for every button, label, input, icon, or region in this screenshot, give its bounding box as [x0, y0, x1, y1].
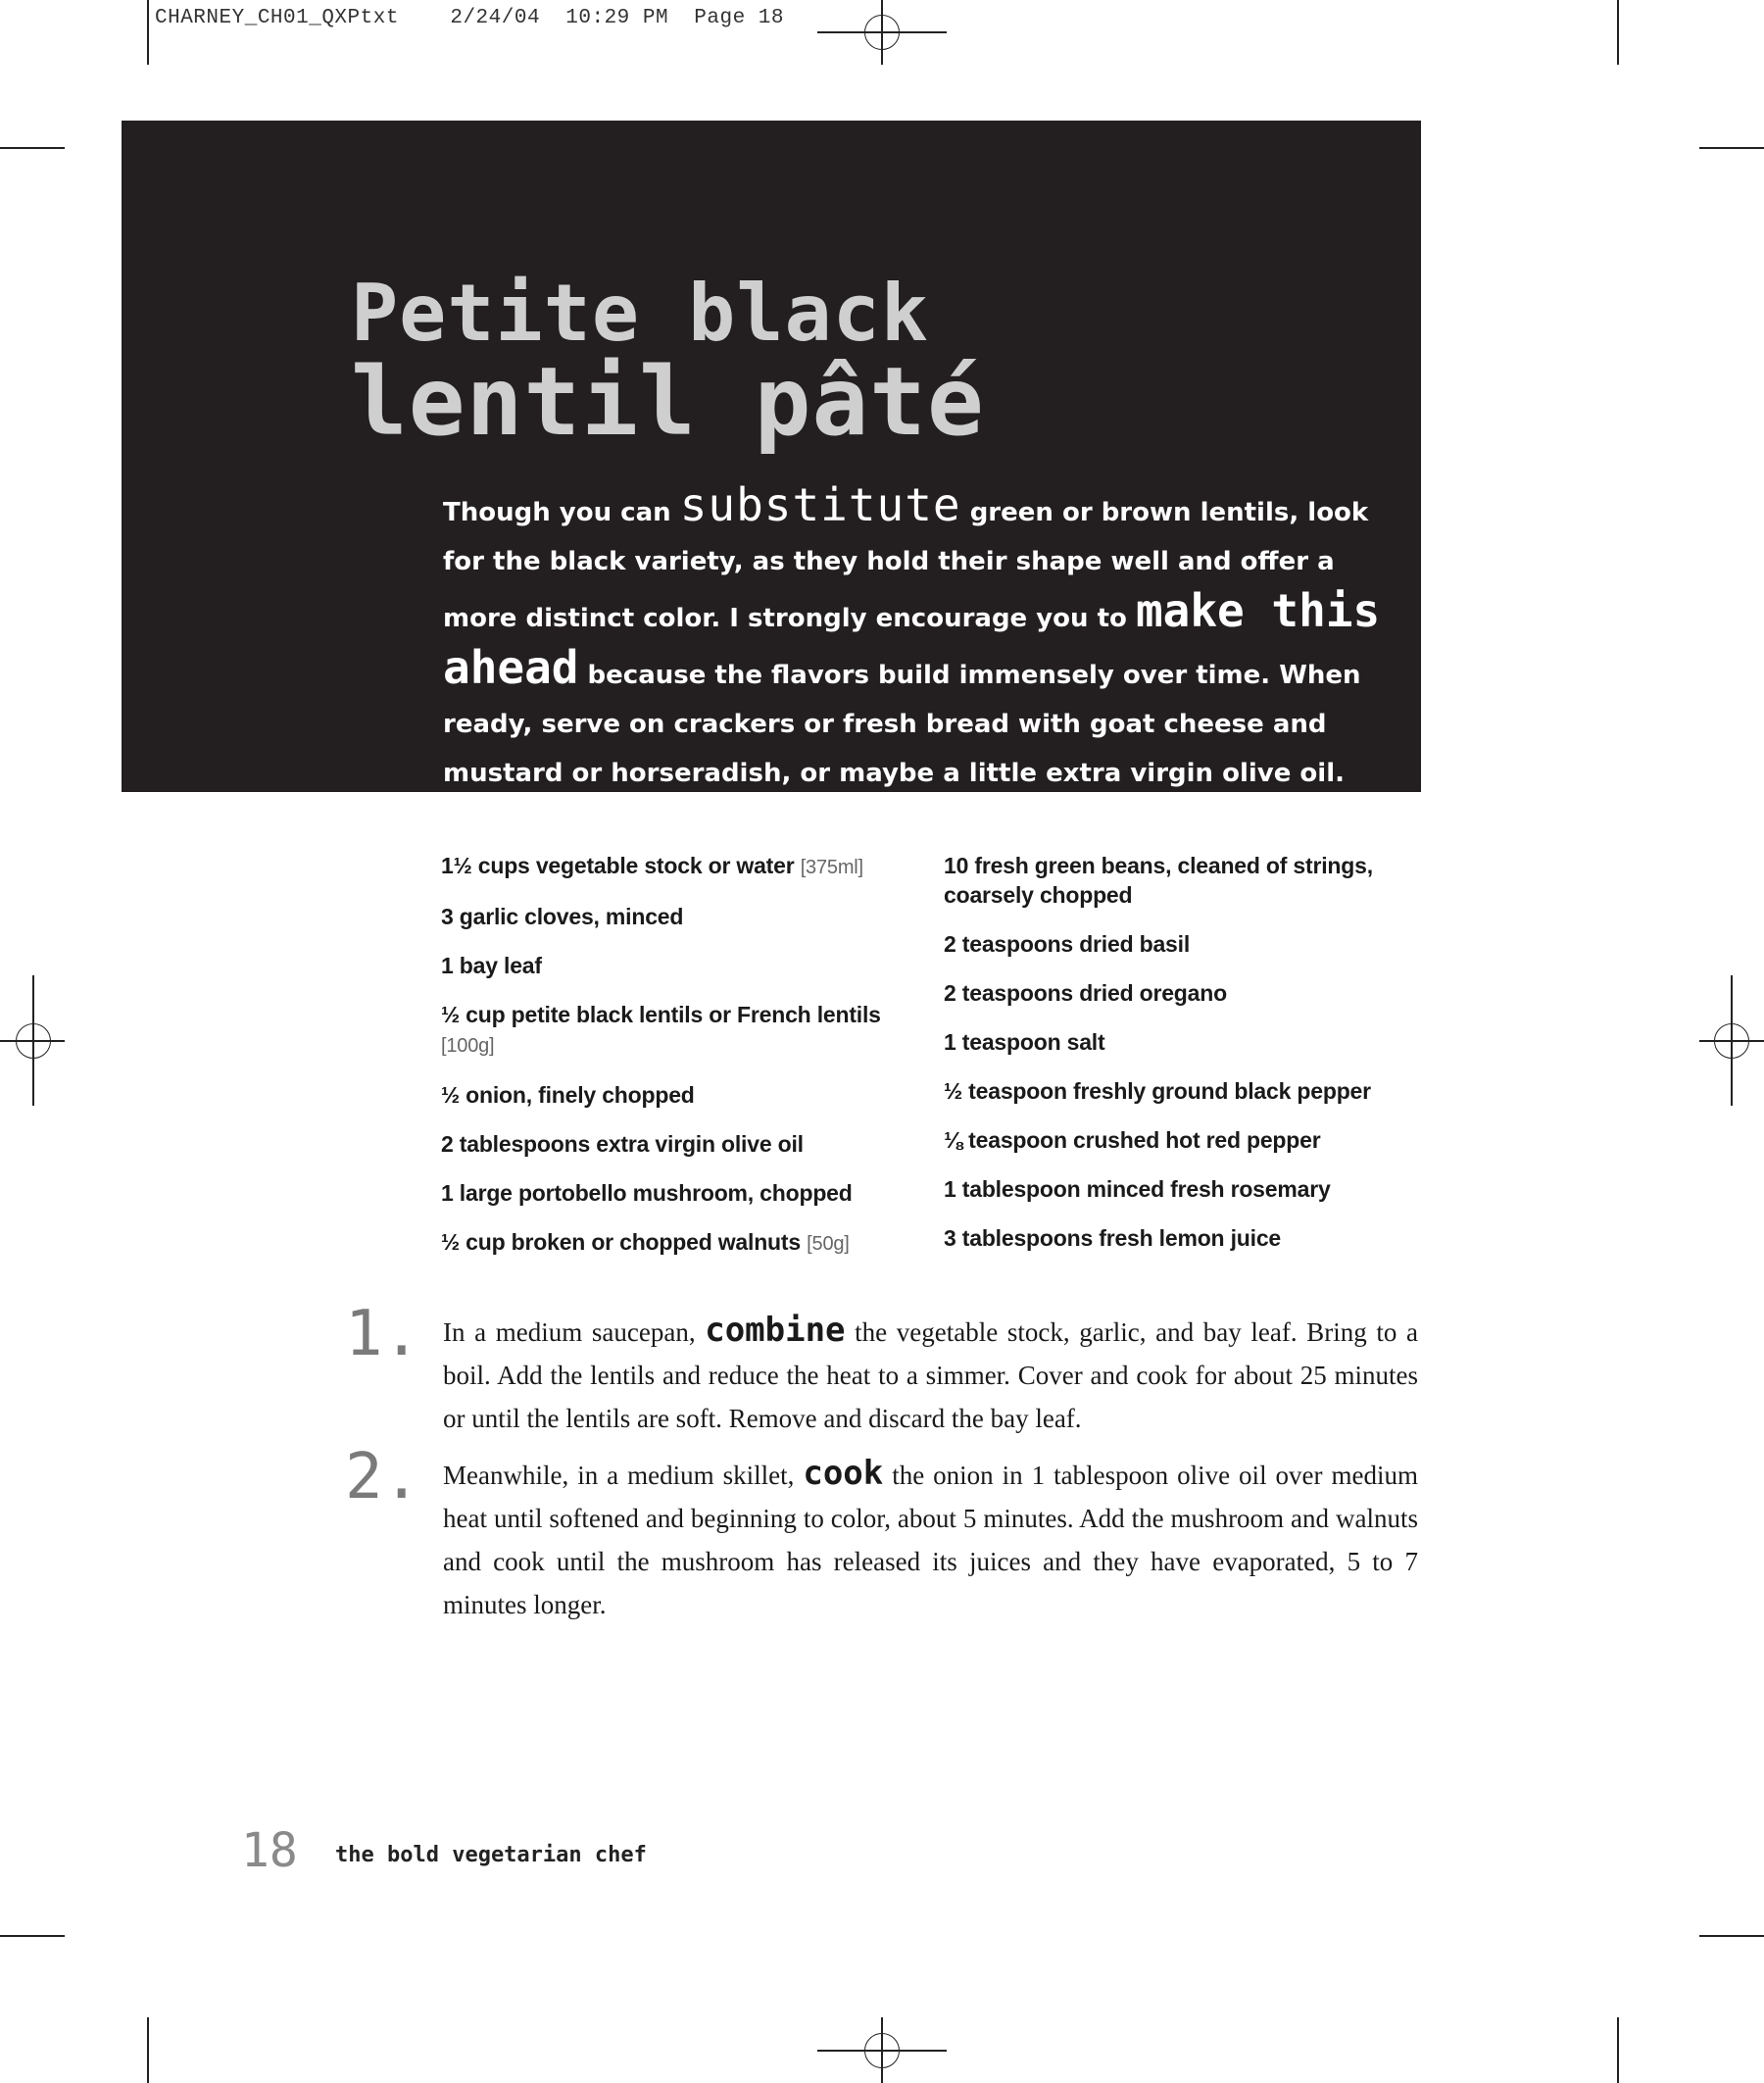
crop-mark	[1699, 1935, 1764, 1937]
intro-text: green or brown lentils, look for the black variety, as they hold their shape well and offer a more distinct color. I strongly encourage you to	[443, 498, 1369, 633]
crop-mark	[1617, 0, 1619, 65]
step-text: Meanwhile, in a medium skillet, cook the onion in 1 tablespoon olive oil over medium heat until softened and beginning to color, about 5 minutes. Add the mushroom and walnuts and cook until the mushroom has released its juices and they have evaporated, 5 to 7 minutes longer.	[443, 1454, 1418, 1619]
crop-mark	[0, 147, 65, 149]
registration-target-icon	[1714, 1023, 1749, 1059]
step-number: 2.	[345, 1441, 421, 1513]
recipe-intro	[443, 480, 1403, 798]
printer-slug: CHARNEY_CH01_QXPtxt 2/24/04 10:29 PM Page 18	[155, 7, 785, 29]
ingredient-item: ½ onion, finely chopped	[441, 1082, 695, 1108]
crop-mark	[0, 1935, 65, 1937]
crop-mark	[147, 2017, 149, 2083]
running-title: the bold vegetarian chef	[335, 1843, 647, 1867]
recipe-title-line-1: Petite black	[351, 268, 929, 359]
ingredient-item: 1 large portobello mushroom, chopped	[441, 1180, 853, 1206]
ingredients-left-column	[441, 851, 902, 1278]
ingredient-item: 1½ cups vegetable stock or water [375ml]	[441, 853, 863, 878]
ingredient-item: ½ cup broken or chopped walnuts [50g]	[441, 1229, 850, 1255]
intro-text: Though you can	[443, 498, 680, 527]
ingredient-item: 2 tablespoons extra virgin olive oil	[441, 1131, 804, 1157]
crop-mark	[147, 0, 149, 65]
recipe-title-line-2: lentil pâté	[351, 347, 985, 457]
crop-mark	[1617, 2017, 1619, 2083]
ingredient-item: ½ cup petite black lentils or French lentils [100g]	[441, 1002, 881, 1057]
metric-amount: [100g]	[441, 1035, 495, 1057]
step-number: 1.	[345, 1298, 421, 1370]
ingredient-item: 10 fresh green beans, cleaned of strings, coarsely chopped	[944, 853, 1373, 908]
ingredients-right-column	[944, 851, 1424, 1272]
crop-mark	[1699, 147, 1764, 149]
ingredient-item: 3 tablespoons fresh lemon juice	[944, 1225, 1281, 1251]
ingredient-item: 3 garlic cloves, minced	[441, 904, 684, 929]
metric-amount: [375ml]	[800, 857, 863, 878]
metric-amount: [50g]	[807, 1233, 850, 1255]
page-number: 18	[241, 1823, 298, 1878]
recipe-title	[351, 268, 985, 457]
ingredient-item: 2 teaspoons dried basil	[944, 931, 1191, 957]
step-verb: cook	[803, 1454, 884, 1493]
registration-target-icon	[864, 2033, 900, 2068]
ingredient-item: 1 teaspoon salt	[944, 1029, 1105, 1055]
ingredient-item: 2 teaspoons dried oregano	[944, 980, 1227, 1006]
registration-target-icon	[864, 15, 900, 50]
intro-emphasis-substitute: substitute	[679, 478, 961, 531]
step-verb: combine	[705, 1311, 846, 1350]
registration-target-icon	[16, 1023, 51, 1059]
intro-emphasis-make-ahead: make this ahead	[443, 584, 1381, 694]
step-text: In a medium saucepan, combine the vegetable stock, garlic, and bay leaf. Bring to a boil. Add the lentils and reduce the heat to a simmer. Cover and cook for about 25 minutes or until the lentils are soft. Remove and discard the bay leaf.	[443, 1311, 1419, 1433]
ingredient-item: 1 bay leaf	[441, 953, 542, 978]
ingredient-item: 1 tablespoon minced fresh rosemary	[944, 1176, 1331, 1202]
intro-text: because the flavors build immensely over time. When ready, serve on crackers or fresh bread with goat cheese and mustard or horseradish, or maybe a little extra virgin olive oil.	[443, 661, 1361, 788]
ingredient-item: ⅛ teaspoon crushed hot red pepper	[944, 1127, 1321, 1153]
ingredient-item: ½ teaspoon freshly ground black pepper	[944, 1078, 1371, 1104]
